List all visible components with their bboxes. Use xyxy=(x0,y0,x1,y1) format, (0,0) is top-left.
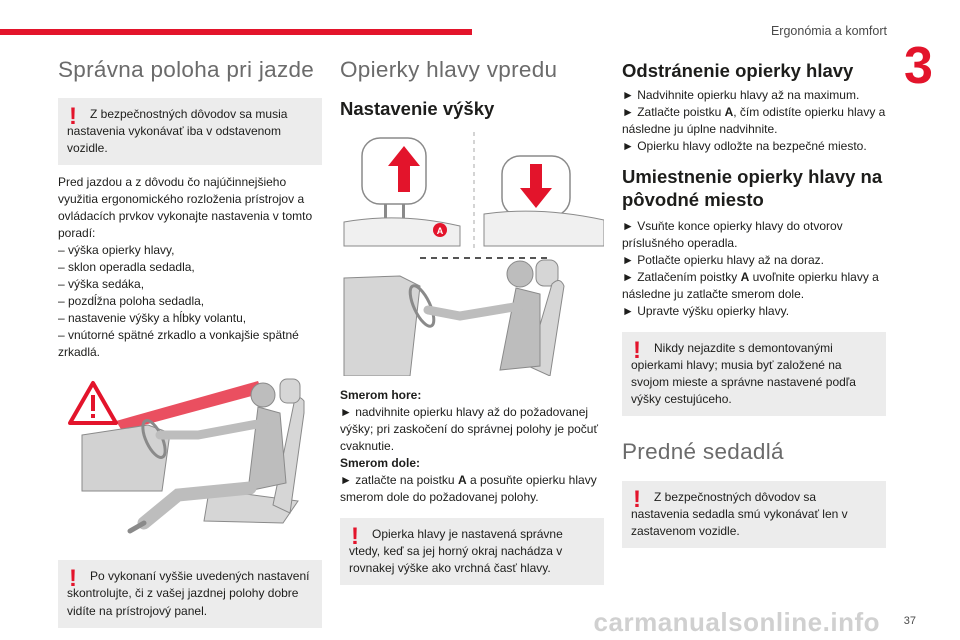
dashboard xyxy=(344,276,420,376)
warning-note xyxy=(622,332,886,416)
warning-icon: ! xyxy=(633,485,641,513)
heading-driving-position: Správna poloha pri jazde xyxy=(58,57,315,82)
headrest-left xyxy=(362,138,426,204)
seat-top-right xyxy=(484,211,604,246)
step-item: ► Vsuňte konce opierky hlavy do otvorov príslušného operadla. xyxy=(622,218,843,250)
header-accent-bar xyxy=(0,29,472,35)
heading-remove-headrest: Odstránenie opierky hlavy xyxy=(622,60,854,81)
remove-steps xyxy=(622,87,886,155)
up-text: ► nadvihnite opierku hlavy až do požadovanej výšky; pri zaskočení do správnej polohy je počuť cvaknutie. xyxy=(340,405,598,454)
heading-height-adjustment: Nastavenie výšky xyxy=(340,98,495,119)
page-number: 37 xyxy=(903,615,916,627)
step-item: ► Upravte výšku opierky hlavy. xyxy=(622,303,790,318)
list-item: – vnútorné spätné zrkadlo a vonkajšie spätné zrkadlá. xyxy=(58,328,299,360)
driver-torso xyxy=(500,288,540,370)
driver-head xyxy=(251,383,275,407)
refit-steps xyxy=(622,218,886,320)
watermark: carmanualsonline.info xyxy=(593,607,880,637)
driving-position-illustration xyxy=(58,373,322,543)
driver-torso xyxy=(248,407,286,491)
up-heading: Smerom hore: xyxy=(340,388,422,403)
intro-text-block xyxy=(58,174,322,361)
step-item: ► Nadvihnite opierku hlavy až na maximum. xyxy=(622,88,860,103)
warning-text: Z bezpečnostných dôvodov sa nastavenia sedadla smú vykonávať len v zastavenom vozidle. xyxy=(631,489,848,538)
list-item: – nastavenie výšky a hĺbky volantu, xyxy=(58,311,247,326)
warning-icon: ! xyxy=(69,103,77,130)
warning-icon: ! xyxy=(351,523,359,551)
down-text: ► zatlačte na poistku A a posuňte opierku hlavy smerom dole do požadovanej polohy. xyxy=(340,473,597,505)
warning-note xyxy=(622,481,886,548)
heading-front-seats: Predné sedadlá xyxy=(622,438,784,464)
note-text: Opierka hlavy je nastavená správne vtedy, keď sa jej horný okraj nachádza v rovnakej výške ako vrchná časť hlavy. xyxy=(349,527,563,576)
warning-icon: ! xyxy=(633,336,641,364)
warning-text: Z bezpečnostných dôvodov sa musia nastavenia vykonávať iba v odstavenom vozidle. xyxy=(67,107,288,156)
column-front-headrests xyxy=(340,56,604,585)
down-heading: Smerom dole: xyxy=(340,456,421,471)
list-item: – výška opierky hlavy, xyxy=(58,243,175,258)
intro-text: Pred jazdou a z dôvodu čo najúčinnejšieho využitia ergonomického rozloženia prístrojov a ovládacích prvkov vykonajte nastavenia v tomto poradí: xyxy=(58,175,313,241)
driver-arm xyxy=(160,423,263,435)
callout-a-badge xyxy=(433,223,447,237)
step-item: ► Zatlačte poistku A, čím odistíte opierku hlavy a následne ju úplne nadvihnite. xyxy=(622,105,886,137)
svg-text:A: A xyxy=(436,226,444,237)
warning-note xyxy=(58,98,322,165)
heading-refit-headrest: Umiestnenie opierky hlavy na pôvodné miesto xyxy=(622,166,883,211)
driver-foot xyxy=(130,523,144,531)
warning-text: Po vykonaní vyššie uvedených nastavení skontrolujte, či z vašej jazdnej polohy dobre vidíte na prístrojový panel. xyxy=(67,569,310,618)
info-note xyxy=(340,518,604,585)
column-driving-position xyxy=(58,56,322,628)
step-item: ► Zatlačením poistky A uvoľnite opierku hlavy a následne ju zatlačte smerom dole. xyxy=(622,269,879,301)
list-item: – sklon operadla sedadla, xyxy=(58,260,195,275)
warning-icon: ! xyxy=(69,565,77,593)
warning-note xyxy=(58,560,322,627)
chapter-number: 3 xyxy=(904,37,933,95)
height-instructions xyxy=(340,387,604,506)
list-item: – pozdĺžna poloha sedadla, xyxy=(58,294,205,309)
step-item: ► Opierku hlavy odložte na bezpečné miesto. xyxy=(622,139,867,154)
headrest-adjustment-illustration xyxy=(340,126,604,376)
heading-front-headrests: Opierky hlavy vpredu xyxy=(340,57,558,82)
warning-triangle-icon xyxy=(70,383,116,423)
driver-arm xyxy=(428,306,520,316)
section-title: Ergonómia a komfort xyxy=(770,24,887,38)
column-headrest-removal xyxy=(622,56,886,548)
headrest xyxy=(280,379,300,403)
step-item: ► Potlačte opierku hlavy až na doraz. xyxy=(622,252,824,267)
warning-text: Nikdy nejazdite s demontovanými opierkami hlavy; musia byť založené na svojom mieste a správne nastavené podľa výšky cestujúceho. xyxy=(631,340,856,406)
list-item: – výška sedáka, xyxy=(58,277,145,292)
driver-head xyxy=(507,261,533,287)
